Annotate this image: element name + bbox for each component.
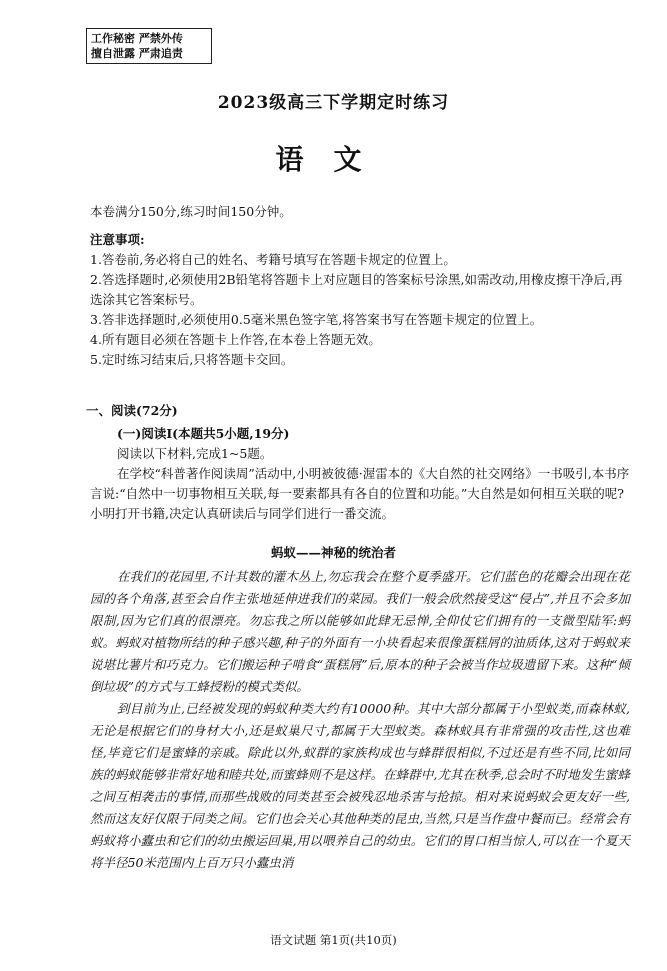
intro-paragraph: 在学校“科普著作阅读周”活动中,小明被彼德·渥雷本的《大自然的社交网络》一书吸引,本书序言说:“自然中一切事物相互关联,每一要素都具有各自的位置和功能。”大自然是如何相互关联的呢?小明打开书籍,决定认真研读后与同学们进行一番交流。 — [90, 466, 630, 521]
notes-heading: 注意事项: — [90, 232, 145, 247]
notes-list — [90, 250, 630, 370]
note-item: 5.定时练习结束后,只将答题卡交回。 — [90, 352, 294, 367]
exam-title: 2023级高三下学期定时练习 — [217, 93, 450, 113]
note-item: 3.答非选择题时,必须使用0.5毫米黑色签字笔,将答案书写在答题卡规定的位置上。 — [90, 312, 543, 327]
note-item: 2.答选择题时,必须使用2B铅笔将答题卡上对应题目的答案标号涂黑,如需改动,用橡皮擦干净后,再选涂其它答案标号。 — [90, 272, 623, 307]
article-body — [90, 566, 630, 874]
note-item: 4.所有题目必须在答题卡上作答,在本卷上答题无效。 — [90, 332, 381, 347]
article-title: 蚂蚁——神秘的统治者 — [270, 545, 396, 560]
note-item: 1.答卷前,务必将自己的姓名、考籍号填写在答题卡规定的位置上。 — [90, 252, 456, 267]
section-heading: 一、阅读(72分) — [86, 403, 178, 418]
confidential-line-1: 工作秘密 严禁外传 — [91, 32, 183, 45]
subject-title: 语文 — [275, 143, 392, 176]
confidential-line-2: 擅自泄露 严肃追责 — [91, 47, 183, 60]
reading-intro — [90, 464, 630, 524]
score-info: 本卷满分150分,练习时间150分钟。 — [90, 204, 292, 219]
article-paragraph: 到目前为止,已经被发现的蚂蚁种类大约有10000种。其中大部分都属于小型蚁类,而森林蚁,无论是根据它们的身材大小,还是蚁巢尺寸,都属于大型蚁类。森林蚁具有非常强的攻击性,这也难怪,毕竟它们是蜜蜂的亲戚。除此以外,蚁群的家族构成也与蜂群很相似,不过还是有些不同,比如同族的蚂蚁能够非常好地和睦共处,而蜜蜂则不是这样。在蜂群中,尤其在秋季,总会时不时地发生蜜蜂之间互相袭击的事情,而那些战败的同类甚至会被残忍地杀害与抢掠。相对来说蚂蚁会更友好一些,然而这友好仅限于同类之间。它们也会关心其他种类的昆虫,当然,只是当作盘中餐而已。经常会有蚂蚁将小蠹虫和它们的幼虫搬运回巢,用以喂养自己的幼虫。它们的胃口相当惊人,可以在一个夏天将半径50米范围内上百万只小蠹虫消 — [90, 701, 630, 870]
reading-instruction: 阅读以下材料,完成1~5题。 — [117, 446, 273, 461]
page-footer: 语文试题 第1页(共10页) — [270, 933, 397, 947]
subsection-heading: (一)阅读Ⅰ(本题共5小题,19分) — [117, 426, 290, 441]
article-paragraph: 在我们的花园里,不计其数的灌木丛上,勿忘我会在整个夏季盛开。它们蓝色的花瓣会出现在花园的各个角落,甚至会自作主张地延伸进我们的菜园。我们一般会欣然接受这“侵占”,并且不会多加限制,因为它们真的很漂亮。勿忘我之所以能够如此肆无忌惮,全仰仗它们拥有的一支微型陆军:蚂蚁。蚂蚁对植物所结的种子感兴趣,种子的外面有一小块看起来很像蛋糕屑的油质体,这对于蚂蚁来说堪比薯片和巧克力。它们搬运种子啃食“蛋糕屑”后,原本的种子会被当作垃圾遗留下来。这种“倾倒垃圾”的方式与工蜂授粉的模式类似。 — [90, 569, 630, 694]
confidential-notice-box — [86, 28, 212, 64]
